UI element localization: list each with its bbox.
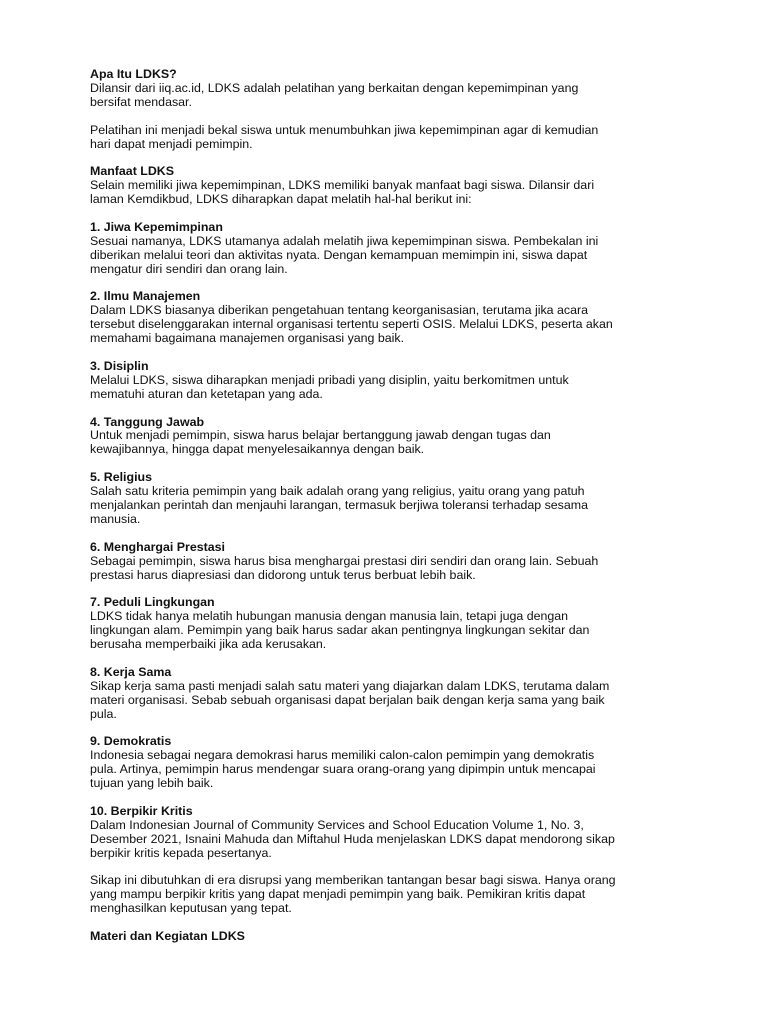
text-line: LDKS tidak hanya melatih hubungan manusia dengan manusia lain, tetapi juga dengan bbox=[90, 609, 569, 624]
list-item-tanggung-jawab bbox=[90, 416, 690, 458]
item-heading: 4. Tanggung Jawab bbox=[90, 414, 205, 429]
section-closing-paragraph bbox=[90, 874, 690, 916]
text-line: memahami bagaimana manajemen organisasi yang baik. bbox=[90, 331, 405, 346]
list-item-berpikir-kritis bbox=[90, 805, 690, 861]
text-line: tersebut diselenggarakan internal organisasi tertentu seperti OSIS. Melalui LDKS, peserta akan bbox=[90, 317, 613, 332]
list-item-ilmu-manajemen bbox=[90, 290, 690, 346]
section-materi-dan-kegiatan bbox=[90, 930, 690, 944]
text-line: prestasi harus diapresiasi dan didorong untuk terus berbuat lebih baik. bbox=[90, 567, 476, 582]
section-manfaat-ldks bbox=[90, 165, 690, 207]
item-heading: 9. Demokratis bbox=[90, 734, 172, 749]
paragraph bbox=[90, 819, 690, 861]
paragraph bbox=[90, 235, 690, 277]
text-line: Melalui LDKS, siswa diharapkan menjadi pribadi yang disiplin, yaitu berkomitmen untuk bbox=[90, 372, 569, 387]
list-item-religius bbox=[90, 471, 690, 527]
item-heading: 8. Kerja Sama bbox=[90, 664, 172, 679]
list-item-demokratis bbox=[90, 735, 690, 791]
paragraph bbox=[90, 429, 690, 457]
text-line: Dalam LDKS biasanya diberikan pengetahuan tentang keorganisasian, terutama jika acara bbox=[90, 303, 589, 318]
text-line: mematuhi aturan dan ketetapan yang ada. bbox=[90, 386, 323, 401]
paragraph bbox=[90, 874, 690, 916]
text-line: Indonesia sebagai negara demokrasi harus memiliki calon-calon pemimpin yang demokratis bbox=[90, 748, 595, 763]
list-item-disiplin bbox=[90, 360, 690, 402]
paragraph bbox=[90, 304, 690, 346]
paragraph bbox=[90, 680, 690, 722]
text-line: Sikap ini dibutuhkan di era disrupsi yang memberikan tantangan besar bagi siswa. Hanya orang bbox=[90, 873, 616, 888]
text-line: hari dapat menjadi pemimpin. bbox=[90, 136, 253, 151]
text-line: menghasilkan keputusan yang tepat. bbox=[90, 901, 292, 916]
paragraph bbox=[90, 374, 690, 402]
paragraph bbox=[90, 610, 690, 652]
section-apa-itu-ldks bbox=[90, 68, 690, 110]
text-line: Pelatihan ini menjadi bekal siswa untuk menumbuhkan jiwa kepemimpinan agar di kemudian bbox=[90, 122, 599, 137]
document-content bbox=[90, 68, 690, 958]
text-line: Dilansir dari iiq.ac.id, LDKS adalah pelatihan yang berkaitan dengan kepemimpinan yang bbox=[90, 80, 579, 95]
text-line: tujuan yang lebih baik. bbox=[90, 776, 214, 791]
list-item-menghargai-prestasi bbox=[90, 541, 690, 583]
text-line: diberikan melalui teori dan aktivitas nyata. Dengan kemampuan memimpin ini, siswa dapat bbox=[90, 247, 588, 262]
paragraph bbox=[90, 82, 690, 110]
text-line: lingkungan alam. Pemimpin yang baik harus sadar akan pentingnya lingkungan sekitar dan bbox=[90, 623, 590, 638]
text-line: Sebagai pemimpin, siswa harus bisa menghargai prestasi diri sendiri dan orang lain. Sebuah bbox=[90, 553, 599, 568]
text-line: kewajibannya, hingga dapat menyelesaikannya dengan baik. bbox=[90, 442, 425, 457]
text-line: menjalankan perintah dan menjauhi larangan, termasuk berjiwa toleransi terhadap sesama bbox=[90, 497, 588, 512]
list-item-peduli-lingkungan bbox=[90, 596, 690, 652]
text-line: Salah satu kriteria pemimpin yang baik adalah orang yang religius, yaitu orang yang patuh bbox=[90, 484, 585, 499]
text-line: Desember 2021, Isnaini Mahuda dan Miftahul Huda menjelaskan LDKS dapat mendorong sikap bbox=[90, 831, 615, 846]
paragraph bbox=[90, 179, 690, 207]
list-item-kerja-sama bbox=[90, 666, 690, 722]
list-item-jiwa-kepemimpinan bbox=[90, 221, 690, 277]
section-heading: Apa Itu LDKS? bbox=[90, 67, 177, 81]
item-heading: 3. Disiplin bbox=[90, 358, 149, 373]
paragraph bbox=[90, 485, 690, 527]
paragraph bbox=[90, 555, 690, 583]
text-line: Untuk menjadi pemimpin, siswa harus belajar bertanggung jawab dengan tugas dan bbox=[90, 428, 551, 443]
item-heading: 10. Berpikir Kritis bbox=[90, 803, 193, 818]
text-line: manusia. bbox=[90, 511, 141, 526]
text-line: yang mampu berpikir kritis yang dapat menjadi pemimpin yang baik. Pemikiran kritis dapat bbox=[90, 887, 586, 902]
text-line: Sikap kerja sama pasti menjadi salah satu materi yang diajarkan dalam LDKS, terutama dalam bbox=[90, 678, 610, 693]
text-line: Sesuai namanya, LDKS utamanya adalah melatih jiwa kepemimpinan siswa. Pembekalan ini bbox=[90, 233, 599, 248]
text-line: mengatur diri sendiri dan orang lain. bbox=[90, 261, 288, 276]
text-line: materi organisasi. Sebab sebuah organisasi dapat berjalan baik dengan kerja sama yang baik bbox=[90, 692, 605, 707]
text-line: pula. bbox=[90, 706, 117, 721]
text-line: berusaha memperbaiki jika ada kerusakan. bbox=[90, 637, 327, 652]
text-line: bersifat mendasar. bbox=[90, 94, 192, 109]
text-line: berpikir kritis kepada pesertanya. bbox=[90, 845, 272, 860]
item-heading: 6. Menghargai Prestasi bbox=[90, 539, 225, 554]
item-heading: 7. Peduli Lingkungan bbox=[90, 595, 215, 610]
text-line: laman Kemdikbud, LDKS diharapkan dapat melatih hal-hal berikut ini: bbox=[90, 192, 472, 207]
section-heading: Materi dan Kegiatan LDKS bbox=[90, 928, 245, 943]
section-heading: Manfaat LDKS bbox=[90, 164, 174, 179]
paragraph bbox=[90, 124, 690, 152]
paragraph bbox=[90, 749, 690, 791]
text-line: Selain memiliki jiwa kepemimpinan, LDKS memiliki banyak manfaat bagi siswa. Dilansir dari bbox=[90, 178, 595, 193]
item-heading: 1. Jiwa Kepemimpinan bbox=[90, 219, 223, 234]
text-line: pula. Artinya, pemimpin harus mendengar suara orang-orang yang dipimpin untuk mencapai bbox=[90, 762, 596, 777]
item-heading: 5. Religius bbox=[90, 470, 152, 485]
section-intro-paragraph-2 bbox=[90, 124, 690, 152]
item-heading: 2. Ilmu Manajemen bbox=[90, 289, 201, 304]
text-line: Dalam Indonesian Journal of Community Services and School Education Volume 1, No. 3, bbox=[90, 817, 584, 832]
